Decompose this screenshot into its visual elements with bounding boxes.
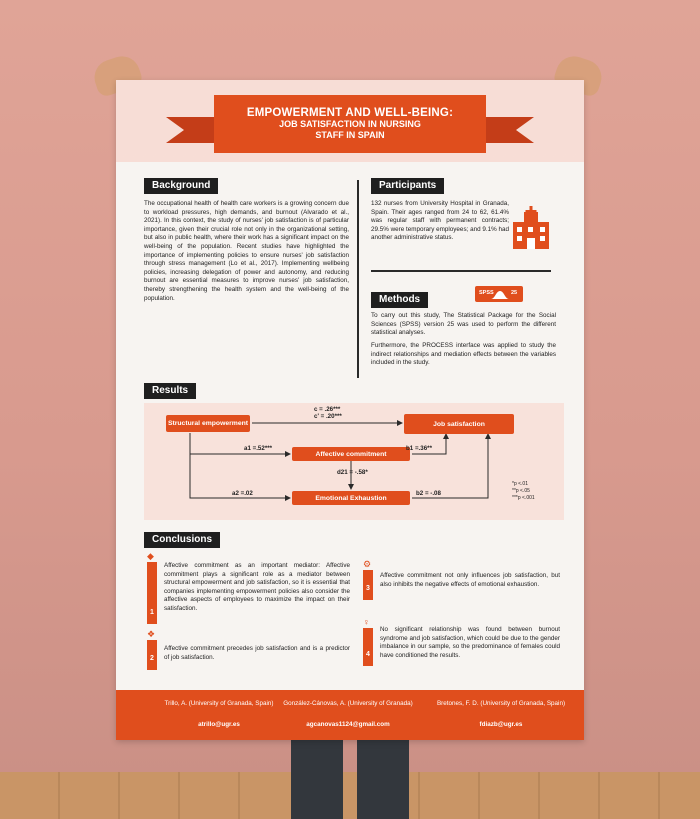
person-legs bbox=[285, 735, 415, 819]
spss-badge: SPSS 25 bbox=[475, 286, 523, 302]
conclusion-number-3: 3 bbox=[363, 570, 373, 600]
label-a1: a1 =.52*** bbox=[244, 445, 273, 452]
author-email-3: fdiazb@ugr.es bbox=[479, 721, 523, 728]
title-line-2: JOB SATISFACTION IN NURSING bbox=[279, 119, 421, 129]
spss-chart-icon bbox=[491, 290, 509, 299]
box-affective-commitment: Affective commitment bbox=[292, 447, 410, 461]
box-structural-empowerment: Structural empowerment bbox=[166, 415, 250, 432]
author-email-1: atrillo@ugr.es bbox=[198, 721, 240, 728]
participants-text: 132 nurses from University Hospital in Granada, Spain. Their ages ranged from 24 to 62, 61.4% was regular staff with permanent contracts; 29.5% were temporary employees; and 9.1% had another administrative status. bbox=[371, 200, 509, 242]
title-line-3: STAFF IN SPAIN bbox=[315, 130, 385, 140]
box-job-satisfaction: Job satisfaction bbox=[404, 414, 514, 434]
conclusion-text-3: Affective commitment not only influences job satisfaction, but also inhibits the negative effects of emotional exhaustion. bbox=[380, 572, 560, 588]
sig-level-1: *p <.01 bbox=[512, 481, 528, 487]
results-heading: Results bbox=[144, 383, 196, 399]
methods-heading: Methods bbox=[371, 292, 428, 308]
methods-text-1: To carry out this study, The Statistical Package for the Social Sciences (SPSS) version 25 was used to perform the different statistical analyses. bbox=[371, 312, 556, 337]
participants-heading: Participants bbox=[371, 178, 444, 194]
header-wave bbox=[116, 152, 584, 162]
author-email-2: agcanovas1124@gmail.com bbox=[306, 721, 390, 728]
background-text: The occupational health of health care workers is a growing concern due to workload pressures, high demands, and burnout (Alvarado et al., 2021). In this context, the study of nurses' job satisfaction is of particular importance, given their crucial role not only in the organizational setting, but also in public health, where their work has a significant impact on the well-being of the population. Recent studies have highlighted the importance of implementing policies to ensure nurses' job satisfaction through stress management (Lo et al., 2017). Implementing wellbeing policies, increasing delegation of power and autonomy, and reducing burnout are essential measures to improve nurses' job satisfaction, thereby strengthening the health system and the well-being of the population. bbox=[144, 200, 349, 302]
footer bbox=[116, 690, 584, 740]
inhibit-icon: ⚙ bbox=[363, 559, 372, 569]
label-b2: b2 = -.08 bbox=[416, 490, 441, 497]
author-name-1: Trillo, A. (University of Granada, Spain) bbox=[164, 700, 274, 707]
box-emotional-exhaustion: Emotional Exhaustion bbox=[292, 491, 410, 505]
author-name-3: Bretones, F. D. (University of Granada, Spain) bbox=[436, 700, 566, 707]
conclusion-text-2: Affective commitment precedes job satisfaction and is a predictor of job satisfaction. bbox=[164, 645, 350, 661]
conclusions-heading: Conclusions bbox=[144, 532, 220, 548]
hospital-icon bbox=[511, 206, 551, 250]
mediation-diagram bbox=[144, 403, 564, 520]
label-a2: a2 =.02 bbox=[232, 490, 253, 497]
label-c-prime: c' = .20*** bbox=[314, 413, 342, 420]
predictor-icon: ❖ bbox=[147, 629, 156, 639]
methods-text-2: Furthermore, the PROCESS interface was applied to study the indirect relationships and mediation effects between the variables included in the study. bbox=[371, 342, 556, 367]
poster bbox=[116, 80, 584, 740]
gender-icon: ♀ bbox=[363, 617, 370, 627]
sig-level-2: **p <.05 bbox=[512, 488, 530, 494]
column-divider bbox=[357, 180, 359, 378]
label-d21: d21 = -.58* bbox=[337, 469, 368, 476]
participants-divider bbox=[371, 270, 551, 272]
conclusion-text-1: Affective commitment as an important mediator: Affective commitment plays a significant role as a mediator between structural empowerment and job satisfaction, so it is essential that companies implementing empowerment policies also consider the affective aspects of employees to maximize the impact on their satisfaction. bbox=[164, 562, 350, 612]
label-b1: b1 =.36** bbox=[406, 445, 432, 452]
conclusion-text-4: No significant relationship was found between burnout syndrome and job satisfaction, which could be due to the gender imbalance in our sample, so the predominance of females could have conditioned the results. bbox=[380, 626, 560, 659]
conclusion-number-1: 1 bbox=[147, 562, 157, 624]
author-name-2: González-Cánovas, A. (University of Granada) bbox=[283, 700, 413, 707]
mediator-icon: ◆ bbox=[147, 551, 154, 561]
background-heading: Background bbox=[144, 178, 218, 194]
sig-level-3: ***p <.001 bbox=[512, 495, 535, 501]
title-ribbon bbox=[166, 95, 534, 153]
conclusion-number-2: 2 bbox=[147, 640, 157, 670]
conclusion-number-4: 4 bbox=[363, 628, 373, 666]
title-line-1: EMPOWERMENT AND WELL-BEING: bbox=[246, 107, 454, 119]
label-c: c = .26*** bbox=[314, 406, 341, 413]
